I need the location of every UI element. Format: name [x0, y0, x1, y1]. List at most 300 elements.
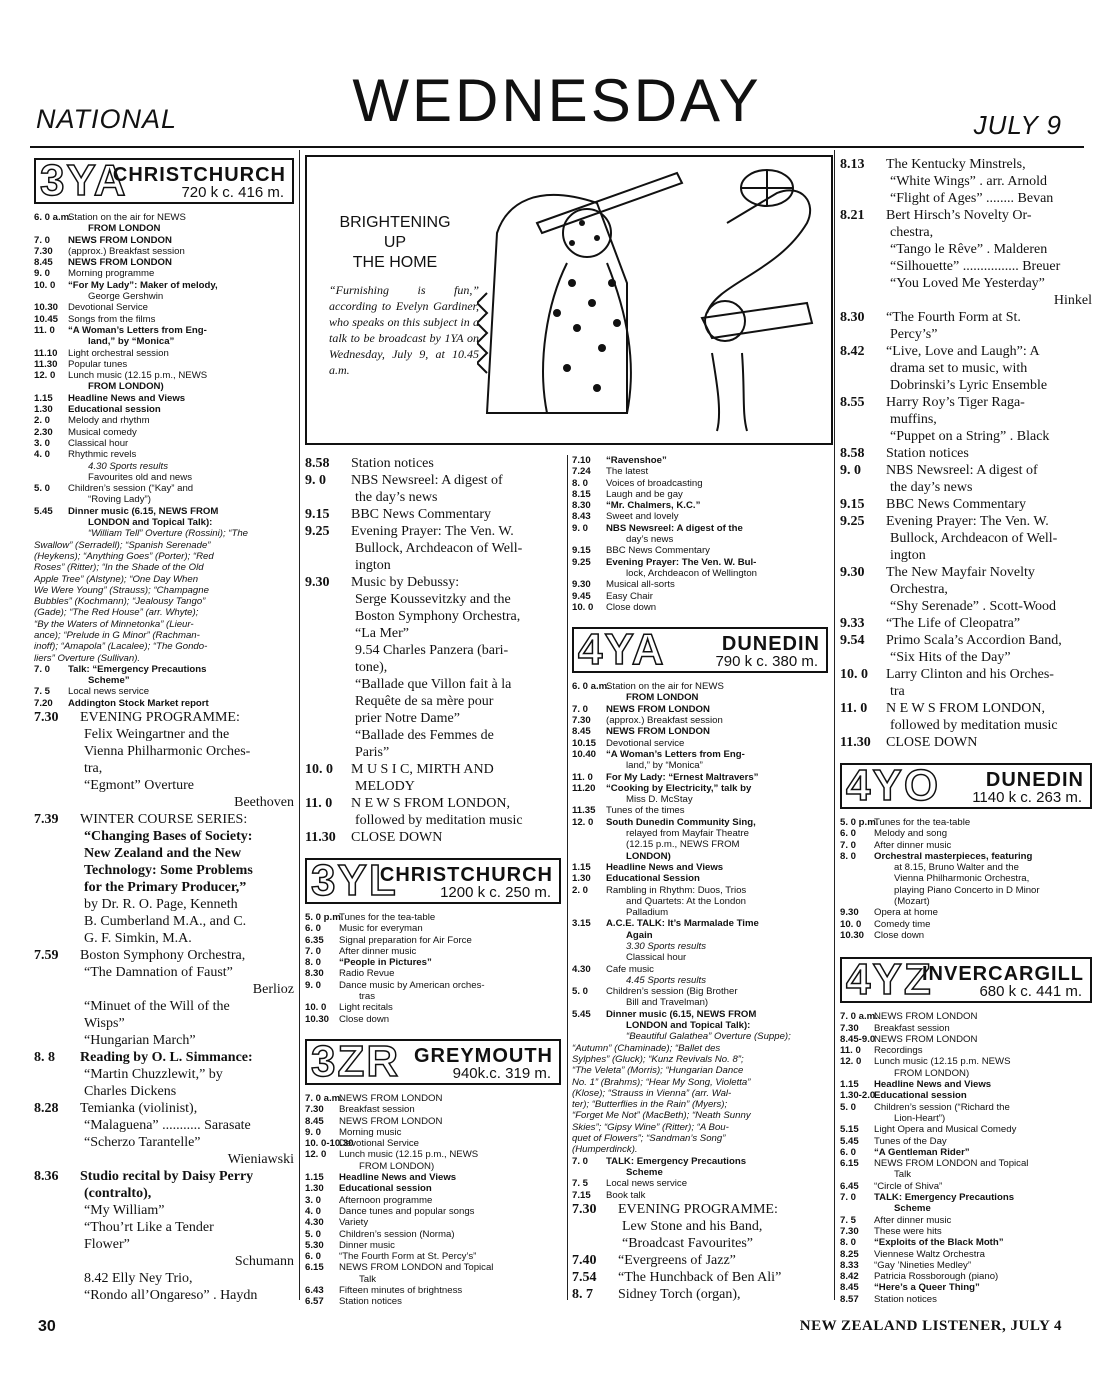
- entry-text: Schumann: [234, 1254, 294, 1270]
- entry-text: Educational session: [339, 1183, 432, 1195]
- schedule-entry: [572, 1122, 828, 1133]
- schedule-entry: [840, 598, 1092, 615]
- entry-time: 3.15: [572, 918, 591, 930]
- entry-time: 11. 0: [840, 701, 868, 716]
- schedule-entry: [34, 1032, 294, 1049]
- entry-time: 7. 0 a.m.: [840, 1011, 878, 1023]
- entry-text: Beethoven: [234, 795, 294, 811]
- entry-text: Station notices: [351, 456, 434, 471]
- entry-text: the day’s news: [890, 480, 973, 495]
- schedule-entry: [840, 1169, 1092, 1180]
- entry-text: Reading by O. L. Simmance:: [80, 1050, 253, 1066]
- entry-text: N E W S FROM LONDON,: [886, 701, 1045, 716]
- entry-time: 8.43: [572, 511, 591, 523]
- entry-text: Bullock, Archdeacon of Well-: [355, 541, 523, 556]
- entry-text: Talk: “Emergency Precautions: [68, 663, 207, 675]
- schedule-entry: [34, 1219, 294, 1236]
- entry-time: 6. 0: [305, 1251, 322, 1263]
- entry-time: 9.25: [572, 556, 591, 568]
- schedule-entry: [305, 946, 561, 957]
- schedule-entry: [572, 997, 828, 1008]
- entry-time: 7. 0: [840, 839, 857, 851]
- schedule-entry: [840, 851, 1092, 862]
- entry-text: Fifteen minutes of brightness: [339, 1285, 463, 1297]
- station-city: DUNEDIN: [721, 633, 820, 656]
- entry-text: “La Mer”: [355, 626, 410, 641]
- entry-text: “Forget Me Not” (MacBeth); “Neath Sunny: [572, 1110, 751, 1122]
- station-frequency: 790 k c. 380 m.: [715, 653, 818, 671]
- entry-time: 8.55: [840, 395, 865, 410]
- entry-text: Tunes of the times: [606, 805, 685, 817]
- entry-text: Station on the air for NEWS: [68, 212, 186, 223]
- entry-text: [622, 1304, 708, 1305]
- schedule-entry: [840, 1271, 1092, 1282]
- schedule-entry: [34, 314, 294, 325]
- entry-text: ance); “Prelude in G Minor” (Rachman-: [34, 629, 200, 641]
- entry-text: NEWS FROM LONDON and Topical: [339, 1262, 494, 1274]
- schedule-entry: [34, 964, 294, 981]
- entry-text: and Quartets: At the London: [626, 895, 747, 907]
- entry-text: Easy Chair: [606, 590, 653, 602]
- entry-text: tra: [890, 684, 905, 699]
- entry-text: “Ravenshoe”: [606, 455, 667, 466]
- entry-time: 7.30: [305, 1104, 324, 1116]
- entry-text: tras: [359, 991, 375, 1003]
- entry-text: Station on the air for NEWS: [606, 681, 724, 693]
- entry-time: 8.33: [840, 1259, 859, 1271]
- entry-text: “Cooking by Electricity,” talk by: [606, 782, 752, 794]
- entry-text: Talk: [894, 1169, 912, 1181]
- schedule-entry: [305, 795, 561, 812]
- schedule-entry: [840, 632, 1092, 649]
- schedule-entry: [305, 1138, 561, 1149]
- schedule-entry: [840, 1226, 1092, 1237]
- entry-text: “A Gentleman Rider”: [874, 1146, 970, 1158]
- entry-text: Book talk: [606, 1189, 646, 1201]
- entry-text: EVENING PROGRAMME:: [618, 1201, 778, 1217]
- schedule-entry: [34, 381, 294, 392]
- schedule-entry: [840, 828, 1092, 839]
- schedule-entry: [305, 523, 561, 540]
- schedule-entry: [572, 805, 828, 816]
- entry-time: 11.35: [572, 805, 596, 817]
- entry-time: 11. 0: [305, 796, 333, 811]
- schedule-entry: [305, 472, 561, 489]
- entry-text: Dinner music (6.15, NEWS FROM: [68, 505, 219, 517]
- entry-text: Lunch music (12.15 p.m. NEWS: [874, 1056, 1011, 1068]
- schedule-entry: [572, 489, 828, 500]
- entry-time: 9.15: [305, 507, 330, 522]
- entry-text: CLOSE DOWN: [351, 830, 443, 845]
- entry-text: Studio recital by Daisy Perry: [80, 1169, 254, 1185]
- entry-text: prier Notre Dame”: [355, 711, 460, 726]
- entry-time: 8.45: [840, 1282, 859, 1294]
- entry-text: NEWS FROM LONDON: [68, 257, 172, 269]
- entry-text: “A Woman’s Letters from Eng-: [606, 748, 745, 760]
- entry-text: CLOSE DOWN: [886, 735, 978, 750]
- feature-title-line: UP: [383, 234, 407, 251]
- entry-time: 10. 0: [840, 667, 868, 682]
- schedule-entry: [305, 591, 561, 608]
- schedule-entry: [840, 377, 1092, 394]
- station-call: 4YZ: [846, 955, 933, 1005]
- entry-time: 7. 0: [34, 234, 51, 246]
- schedule-entry: [305, 1183, 561, 1194]
- column-1: [34, 156, 294, 1306]
- entry-time: 11.30: [840, 735, 871, 750]
- entry-time: 8.45-9.0: [840, 1033, 876, 1045]
- entry-time: 10. 0: [572, 601, 594, 613]
- entry-text: Swallow” (Serradell); “Spanish Serenade”: [34, 539, 211, 551]
- entry-time: 7. 5: [840, 1214, 857, 1226]
- entry-text: For My Lady: “Ernest Maltravers”: [606, 771, 759, 783]
- entry-time: 2. 0: [572, 884, 589, 896]
- station-city: CHRISTCHURCH: [379, 864, 553, 886]
- entry-text: Lew Stone and his Band,: [622, 1218, 763, 1234]
- entry-text: NEWS FROM LONDON: [606, 703, 710, 715]
- schedule-entry: [34, 811, 294, 828]
- entry-text: Bert Hirsch’s Novelty Or-: [886, 208, 1032, 223]
- entry-text: Rambling in Rhythm: Duos, Trios: [606, 884, 747, 896]
- entry-text: Classical hour: [68, 437, 129, 449]
- entry-text: Voices of broadcasting: [606, 477, 703, 489]
- entry-text: “Roving Lady”): [88, 494, 151, 506]
- entry-text: 8.42 Elly Ney Trio,: [84, 1271, 193, 1287]
- schedule-entry: [572, 862, 828, 873]
- entry-time: 7.10: [572, 455, 591, 466]
- schedule-entry: [840, 1124, 1092, 1135]
- schedule-entry: [305, 625, 561, 642]
- entry-text: (12.15 p.m., NEWS FROM: [626, 839, 740, 851]
- schedule-entry: [305, 574, 561, 591]
- entry-time: 11.30: [305, 830, 336, 845]
- entry-text: Laugh and be gay: [606, 488, 683, 500]
- schedule-entry: [305, 935, 561, 946]
- schedule-entry: [34, 506, 294, 517]
- entry-time: 9. 0: [572, 522, 589, 534]
- entry-time: 7.39: [34, 812, 59, 828]
- schedule-entry: [840, 309, 1092, 326]
- entry-text: Radio Revue: [339, 968, 395, 980]
- entry-time: 7.15: [572, 1189, 591, 1201]
- entry-text: Temianka (violinist),: [80, 1101, 198, 1117]
- schedule-entry: [305, 1104, 561, 1115]
- schedule-entry: [572, 1133, 828, 1144]
- schedule-entry: [34, 913, 294, 930]
- entry-text: playing Piano Concerto in D Minor: [894, 884, 1040, 896]
- entry-text: muffins,: [890, 412, 937, 427]
- entry-text: Local news service: [606, 1178, 688, 1190]
- entry-text: “White Wings” . arr. Arnold: [890, 174, 1048, 189]
- schedule-entry: [840, 1011, 1092, 1022]
- entry-text: Scheme: [626, 1166, 663, 1178]
- entry-time: 8. 0: [840, 1237, 857, 1249]
- schedule-entry: [840, 1192, 1092, 1203]
- entry-text: LONDON): [626, 850, 671, 862]
- entry-text: “Here’s a Queer Thing”: [874, 1282, 980, 1294]
- schedule-entry: [572, 726, 828, 737]
- schedule-entry: [840, 275, 1092, 292]
- schedule-entry: [572, 455, 828, 466]
- entry-text: Breakfast session: [339, 1104, 415, 1116]
- schedule-entry: [34, 212, 294, 223]
- entry-text: “Live, Love and Laugh”: A: [886, 344, 1040, 359]
- schedule-entry: [34, 1066, 294, 1083]
- entry-text: “Puppet on a String” . Black: [890, 429, 1050, 444]
- schedule-entry: [34, 291, 294, 302]
- schedule-entry: [305, 778, 561, 795]
- entry-text: These were hits: [874, 1225, 942, 1237]
- schedule-entry: [572, 1020, 828, 1031]
- entry-time: 9. 0: [305, 979, 322, 991]
- entry-text: (Humperdinck).: [572, 1144, 638, 1156]
- schedule-entry: [34, 777, 294, 794]
- entry-text: [84, 1305, 182, 1306]
- entry-text: ington: [355, 558, 391, 573]
- date-label: JULY 9: [973, 110, 1062, 140]
- schedule-entry: [572, 986, 828, 997]
- entry-time: 6. 0 a.m.: [572, 681, 610, 693]
- entry-text: FROM LONDON): [88, 381, 164, 393]
- schedule-entry: [840, 666, 1092, 683]
- entry-time: 8.28: [34, 1101, 59, 1117]
- entry-text: NEWS FROM LONDON: [874, 1033, 978, 1045]
- schedule-entry: [840, 207, 1092, 224]
- schedule-entry: [840, 292, 1092, 309]
- entry-text: “Six Hits of the Day”: [890, 650, 1011, 665]
- entry-text: “Rondo all’Ongareso” . Haydn: [84, 1288, 258, 1304]
- schedule-entry: [34, 686, 294, 697]
- entry-text: NEWS FROM LONDON: [339, 1092, 443, 1104]
- schedule-entry: [305, 1172, 561, 1183]
- schedule-entry: [572, 918, 828, 929]
- entry-text: FROM LONDON): [894, 1067, 970, 1079]
- station-frequency: 680 k c. 441 m.: [979, 983, 1082, 1001]
- schedule-entry: [840, 1237, 1092, 1248]
- column-divider: [299, 150, 300, 1300]
- schedule-entry: [305, 968, 561, 979]
- entry-text: 9.54 Charles Panzera (bari-: [355, 643, 509, 658]
- schedule-entry: [572, 715, 828, 726]
- entry-text: Vienna Philharmonic Orchestra,: [894, 873, 1030, 885]
- entry-text: chestra,: [890, 225, 934, 240]
- entry-text: Scheme: [894, 1203, 931, 1215]
- entry-text: Educational Session: [606, 873, 700, 885]
- entry-text: NBS Newsreel: A digest of: [351, 473, 503, 488]
- entry-text: Wieniawski: [227, 1152, 294, 1168]
- entry-time: 5. 0: [572, 986, 589, 998]
- entry-text: “Malaguena” ........... Sarasate: [84, 1118, 251, 1134]
- entry-text: Songs from the films: [68, 313, 156, 325]
- schedule-entry: [572, 1009, 828, 1020]
- entry-time: 1.15: [840, 1079, 859, 1091]
- entry-time: 10.45: [34, 313, 59, 325]
- entry-time: 7.30: [34, 710, 59, 726]
- entry-time: 11.30: [34, 358, 58, 370]
- schedule-entry: [572, 1167, 828, 1178]
- station-4ya-box: [572, 627, 828, 673]
- entry-time: 8. 0: [840, 850, 857, 862]
- entry-text: Devotional Service: [68, 302, 148, 314]
- entry-time: 4.30: [572, 963, 591, 975]
- schedule-entry: [34, 1100, 294, 1117]
- schedule-entry: [840, 1113, 1092, 1124]
- entry-time: 2.30: [34, 426, 53, 438]
- schedule-entry: [305, 1127, 561, 1138]
- schedule-entry: [572, 1235, 828, 1252]
- schedule-entry: [34, 981, 294, 998]
- entry-time: 9.30: [305, 575, 330, 590]
- entry-text: Dance tunes and popular songs: [339, 1205, 475, 1217]
- schedule-entry: [840, 173, 1092, 190]
- entry-text: Devotional Service: [339, 1138, 419, 1150]
- entry-text: “My William”: [84, 1203, 165, 1219]
- schedule-entry: [305, 1116, 561, 1127]
- schedule-entry: [572, 704, 828, 715]
- schedule-entry: [34, 828, 294, 845]
- schedule-3ya-evening: [34, 709, 294, 1306]
- entry-time: 9.15: [840, 497, 865, 512]
- entry-text: Headline News and Views: [606, 861, 724, 873]
- entry-time: 7.30: [840, 1022, 859, 1034]
- schedule-entry: [305, 957, 561, 968]
- entry-text: Lunch music (12.15 p.m., NEWS: [339, 1149, 479, 1161]
- schedule-entry: [34, 1304, 294, 1306]
- entry-text: Melody and song: [874, 828, 948, 840]
- entry-text: Evening Prayer: The Ven. W. Bul-: [606, 556, 757, 568]
- entry-time: 5.45: [840, 1135, 859, 1147]
- entry-text: G. F. Simkin, M.A.: [84, 931, 192, 947]
- entry-time: 4. 0: [34, 449, 51, 461]
- schedule-entry: [34, 528, 294, 539]
- schedule-entry: [305, 1240, 561, 1251]
- entry-text: Lunch music (12.15 p.m., NEWS: [68, 370, 208, 382]
- entry-time: 8.30: [840, 310, 865, 325]
- entry-time: 10. 0: [305, 1002, 327, 1014]
- entry-text: Hinkel: [1053, 293, 1092, 308]
- entry-text: Technology: Some Problems: [84, 863, 253, 879]
- schedule-entry: [572, 1269, 828, 1286]
- entry-time: 10.30: [305, 1013, 330, 1025]
- entry-time: 9. 0: [840, 463, 861, 478]
- schedule-entry: [34, 1270, 294, 1287]
- entry-time: 11.10: [34, 347, 58, 359]
- entry-time: 8. 8: [34, 1050, 55, 1066]
- schedule-entry: [572, 545, 828, 556]
- schedule-entry: [34, 675, 294, 686]
- entry-text: Close down: [874, 929, 925, 941]
- entry-time: 9. 0: [34, 268, 51, 280]
- entry-text: Again: [626, 929, 653, 941]
- entry-time: 10.40: [572, 748, 597, 760]
- entry-text: “The Damnation of Faust”: [84, 965, 233, 981]
- entry-text: [874, 1305, 1011, 1306]
- entry-time: 10.30: [840, 929, 865, 941]
- entry-time: 7.24: [572, 466, 591, 478]
- station-call: 3YL: [311, 856, 398, 905]
- entry-time: 8.13: [840, 157, 865, 172]
- schedule-entry: [34, 427, 294, 438]
- entry-time: 7. 5: [572, 1178, 589, 1190]
- station-call: 4YO: [846, 761, 941, 810]
- entry-time: 8.42: [840, 1271, 859, 1283]
- entry-text: Educational session: [68, 404, 161, 416]
- schedule-entry: [840, 930, 1092, 941]
- entry-text: George Gershwin: [88, 291, 164, 303]
- entry-time: 7. 0: [572, 1155, 589, 1167]
- entry-time: 9.25: [305, 524, 330, 539]
- feature-title-line: THE HOME: [352, 254, 438, 271]
- schedule-entry: [305, 1296, 561, 1305]
- entry-text: “The Hunchback of Ben Ali”: [618, 1269, 782, 1285]
- entry-text: Berlioz: [252, 982, 294, 998]
- entry-text: Talk: [359, 1273, 377, 1285]
- entry-time: 2. 0: [34, 415, 51, 427]
- entry-time: 9.25: [840, 514, 865, 529]
- entry-text: N E W S FROM LONDON,: [351, 796, 510, 811]
- entry-text: FROM LONDON): [359, 1160, 435, 1172]
- entry-text: WINTER COURSE SERIES:: [80, 812, 248, 828]
- entry-text: (Klose); “Strauss in Vienna” (arr. Wal-: [572, 1087, 732, 1099]
- schedule-entry: [34, 596, 294, 607]
- entry-text: 3.30 Sports results: [626, 940, 706, 952]
- entry-text: “Mr. Chalmers, K.C.”: [606, 500, 701, 512]
- entry-text: After dinner music: [874, 839, 952, 851]
- entry-text: LONDON and Topical Talk):: [88, 517, 213, 529]
- schedule-4ya: [572, 681, 828, 1201]
- entry-text: Melody and rhythm: [68, 415, 150, 427]
- entry-text: The latest: [606, 466, 649, 478]
- schedule-entry: [305, 1093, 561, 1104]
- entry-text: Station notices: [339, 1296, 402, 1305]
- entry-time: 8.58: [840, 446, 865, 461]
- schedule-3zr: [305, 1093, 561, 1305]
- schedule-entry: [840, 1282, 1092, 1293]
- entry-text: “A Woman’s Letters from Eng-: [68, 324, 207, 336]
- schedule-entry: [34, 517, 294, 528]
- schedule-entry: [34, 709, 294, 726]
- schedule-3yl: [305, 912, 561, 1025]
- feature-caption: “Furnishing is fun,” according to Evelyn Gardiner, who speaks on this subject in a talk to be broadcast by 1YA on Wednesday, July 9, at 10.45 a.m.: [329, 283, 479, 377]
- schedule-entry: [572, 1088, 828, 1099]
- schedule-entry: [34, 1083, 294, 1100]
- station-city: DUNEDIN: [985, 769, 1084, 791]
- entry-time: 10. 0: [305, 762, 333, 777]
- schedule-entry: [840, 462, 1092, 479]
- entry-time: 5. 0: [305, 1228, 322, 1240]
- entry-time: 5. 0 p.m.: [840, 817, 879, 828]
- entry-text: lock, Archdeacon of Wellington: [626, 567, 758, 579]
- schedule-entry: [305, 912, 561, 923]
- entry-time: 6.15: [840, 1158, 859, 1170]
- entry-text: “People in Pictures”: [339, 957, 432, 969]
- schedule-entry: [34, 743, 294, 760]
- entry-time: 3. 0: [305, 1194, 322, 1206]
- entry-time: 8.15: [572, 488, 591, 500]
- entry-text: Orchestra,: [890, 582, 948, 597]
- entry-text: Charles Dickens: [84, 1084, 177, 1100]
- entry-text: Roses” (Ritter); “In the Shade of the Old: [34, 562, 204, 574]
- schedule-entry: [840, 1056, 1092, 1067]
- schedule-entry: [572, 1178, 828, 1189]
- cartoon-illustration: [477, 163, 827, 437]
- entry-text: No. 1” (Brahms); “Hear My Song, Violetta”: [572, 1076, 751, 1088]
- entry-text: Signal preparation for Air Force: [339, 934, 472, 946]
- schedule-entry: [305, 1285, 561, 1296]
- entry-text: After dinner music: [339, 945, 417, 957]
- schedule-entry: [840, 581, 1092, 598]
- entry-text: quet of Flowers”; “Sandman’s Song”: [572, 1133, 726, 1145]
